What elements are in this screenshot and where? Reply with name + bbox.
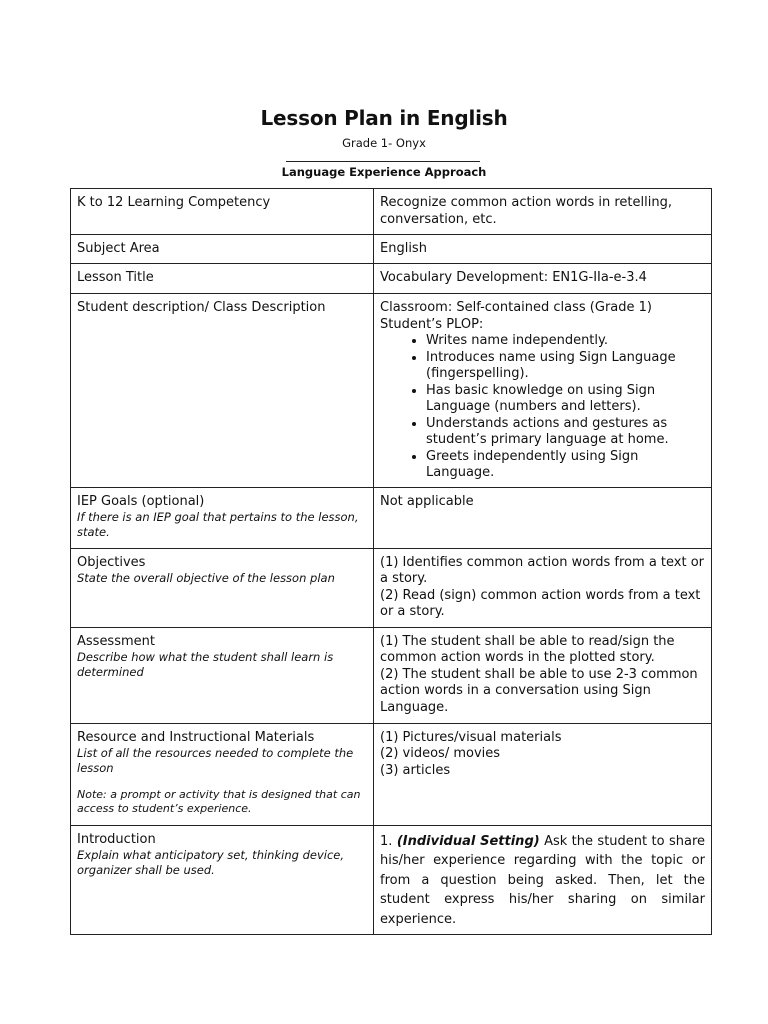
row-label-text: Lesson Title	[77, 270, 154, 285]
classroom-text: Classroom: Self-contained class (Grade 1)	[380, 300, 652, 315]
plop-list	[380, 333, 705, 482]
row-value-student	[374, 294, 712, 488]
list-item: • Writes name independently.	[426, 333, 705, 350]
intro-setting: (Individual Setting)	[396, 833, 540, 849]
row-label-text: Resource and Instructional Materials	[77, 729, 315, 745]
row-label-text: Introduction	[77, 831, 156, 847]
intro-text: Ask the student to share his/her experience regarding with the topic or from a question being asked. Then, let the student express his/her sharing on similar experience.	[380, 833, 705, 927]
row-label-student	[71, 294, 374, 488]
list-item: (3) articles	[380, 762, 451, 778]
table-row	[71, 487, 712, 548]
row-label-introduction	[71, 825, 374, 935]
lesson-plan-table	[70, 188, 712, 935]
list-item: • Understands actions and gestures as student’s primary language at home.	[426, 416, 705, 449]
row-value-subject	[374, 235, 712, 264]
row-hint-text: Explain what anticipatory set, thinking device, organizer shall be used.	[77, 848, 344, 877]
row-label-text: IEP Goals (optional)	[77, 493, 205, 509]
row-value-text: Not applicable	[380, 493, 474, 509]
row-value-lesson-title	[374, 264, 712, 294]
row-label-text: K to 12 Learning Competency	[77, 195, 271, 210]
row-hint-text: If there is an IEP goal that pertains to the lesson, state.	[77, 510, 359, 539]
row-value-resources	[374, 723, 712, 825]
list-item: (2) Read (sign) common action words from a text or a story.	[380, 587, 701, 619]
row-value-introduction	[374, 825, 712, 935]
row-label-lesson-title	[71, 264, 374, 294]
table-row	[71, 825, 712, 935]
row-label-competency	[71, 189, 374, 235]
row-label-objectives	[71, 548, 374, 627]
divider-line	[286, 161, 480, 162]
list-item: • Has basic knowledge on using Sign Language (numbers and letters).	[426, 383, 705, 416]
row-value-iep	[374, 487, 712, 548]
row-label-text: Student description/ Class Description	[77, 300, 326, 315]
row-label-iep	[71, 487, 374, 548]
table-row	[71, 264, 712, 294]
approach-label: Language Experience Approach	[281, 165, 487, 179]
table-row	[71, 189, 712, 235]
list-item: (1) Pictures/visual materials	[380, 729, 562, 745]
row-hint-text: List of all the resources needed to complete the lesson	[77, 746, 354, 775]
row-value-text: English	[380, 241, 427, 256]
row-value-text: Vocabulary Development: EN1G-IIa-e-3.4	[380, 270, 647, 285]
row-label-subject	[71, 235, 374, 264]
row-note-text: Note: a prompt or activity that is designed that can access to student’s experience.	[77, 788, 361, 815]
table-row	[71, 627, 712, 723]
row-value-competency	[374, 189, 712, 235]
row-label-text: Subject Area	[77, 241, 160, 256]
row-value-text: Recognize common action words in retelling, conversation, etc.	[380, 195, 672, 227]
row-hint-text: Describe how what the student shall learn is determined	[77, 650, 334, 679]
row-label-assessment	[71, 627, 374, 723]
row-value-objectives	[374, 548, 712, 627]
table-row	[71, 294, 712, 488]
grade-label: Grade 1- Onyx	[342, 136, 426, 150]
list-item: • Introduces name using Sign Language (fingerspelling).	[426, 350, 705, 383]
list-item: (1) Identifies common action words from a text or a story.	[380, 554, 705, 586]
list-item: • Greets independently using Sign Language.	[426, 449, 705, 482]
list-item: (2) videos/ movies	[380, 746, 501, 761]
table-row	[71, 723, 712, 825]
row-hint-text: State the overall objective of the lesson plan	[77, 571, 335, 585]
document-title: Lesson Plan in English	[260, 106, 508, 130]
row-label-text: Assessment	[77, 633, 155, 649]
row-value-assessment	[374, 627, 712, 723]
table-row	[71, 548, 712, 627]
list-item: (2) The student shall be able to use 2-3 common action words in a conversation using Sign Language.	[380, 666, 698, 715]
plop-heading: Student’s PLOP:	[380, 316, 484, 332]
table-row	[71, 235, 712, 264]
row-label-text: Objectives	[77, 554, 146, 570]
intro-number: 1.	[380, 833, 393, 849]
row-label-resources	[71, 723, 374, 825]
list-item: (1) The student shall be able to read/sign the common action words in the plotted story.	[380, 633, 675, 665]
